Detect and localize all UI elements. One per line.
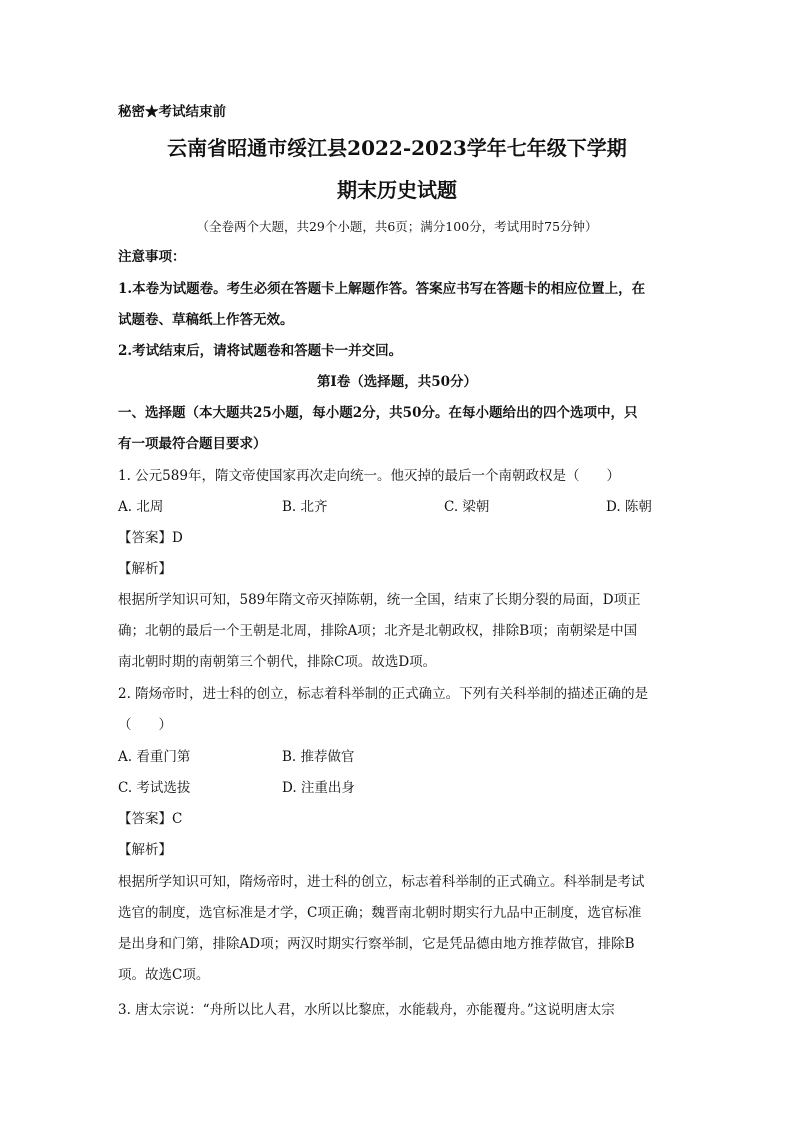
notice-item1-line1: 1.本卷为试题卷。考生必须在答题卡上解题作答。答案应书写在答题卡的相应位置上，在	[118, 281, 646, 297]
q2-option-c: C. 考试选拔	[118, 780, 191, 796]
q3-stem-line1: 3. 唐太宗说：“舟所以比人君，水所以比黎庶，水能载舟，亦能覆舟。”这说明唐太宗	[118, 1002, 615, 1018]
q2-option-a: A. 看重门第	[118, 749, 191, 765]
q1-analysis-line1: 根据所学知识可知，589年隋文帝灭掉陈朝，统一全国，结束了长期分裂的局面，D项正	[118, 592, 641, 608]
q2-stem-line1: 2. 隋炀帝时，进士科的创立，标志着科举制的正式确立。下列有关科举制的描述正确的是	[118, 686, 649, 702]
exam-title-line1: 云南省昭通市绥江县2022-2023学年七年级下学期	[167, 136, 627, 160]
q1-analysis-line3: 南北朝时期的南朝第三个朝代，排除C项。故选D项。	[118, 654, 437, 670]
q2-analysis-line1: 根据所学知识可知，隋炀帝时，进士科的创立，标志着科举制的正式确立。科举制是考试	[118, 874, 645, 890]
q1-option-a: A. 北周	[118, 499, 164, 515]
q2-option-d: D. 注重出身	[282, 780, 355, 796]
notice-item2: 2.考试结束后，请将试题卷和答题卡一并交回。	[118, 343, 403, 359]
q1-option-c: C. 梁朝	[444, 499, 490, 515]
section-title: 第Ⅰ卷（选择题，共50分）	[316, 374, 478, 390]
q2-analysis-line4: 项。故选C项。	[118, 967, 210, 983]
q1-option-d: D. 陈朝	[606, 499, 652, 515]
q2-option-b: B. 推荐做官	[282, 749, 355, 765]
q1-stem: 1. 公元589年，隋文帝使国家再次走向统一。他灭掉的最后一个南朝政权是（ ）	[118, 468, 620, 484]
notice-item1-line2: 试题卷、草稿纸上作答无效。	[118, 312, 294, 328]
q2-answer: 【答案】C	[118, 811, 183, 827]
q2-analysis-line3: 是出身和门第，排除AD项；两汉时期实行察举制，它是凭品德由地方推荐做官，排除B	[118, 936, 635, 952]
exam-title-line2: 期末历史试题	[337, 178, 457, 202]
q2-stem-line2: （ ）	[118, 717, 172, 733]
q1-option-b: B. 北齐	[282, 499, 328, 515]
part1-instruction-line2: 有一项最符合题目要求）	[118, 436, 267, 452]
exam-info: （全卷两个大题，共29个小题，共6页；满分100分，考试用时75分钟）	[196, 219, 598, 234]
secret-label: 秘密★考试结束前	[118, 104, 226, 120]
part1-instruction-line1: 一、选择题（本大题共25小题，每小题2分，共50分。在每小题给出的四个选项中，只	[118, 405, 638, 421]
q1-analysis-label: 【解析】	[118, 561, 172, 577]
notice-heading: 注意事项：	[118, 249, 186, 265]
q2-analysis-label: 【解析】	[118, 842, 172, 858]
q2-analysis-line2: 选官的制度，选官标准是才学，C项正确；魏晋南北朝时期实行九品中正制度，选官标准	[118, 905, 642, 921]
q1-answer: 【答案】D	[118, 530, 183, 546]
q1-analysis-line2: 确；北朝的最后一个王朝是北周，排除A项；北齐是北朝政权，排除B项；南朝梁是中国	[118, 623, 638, 639]
